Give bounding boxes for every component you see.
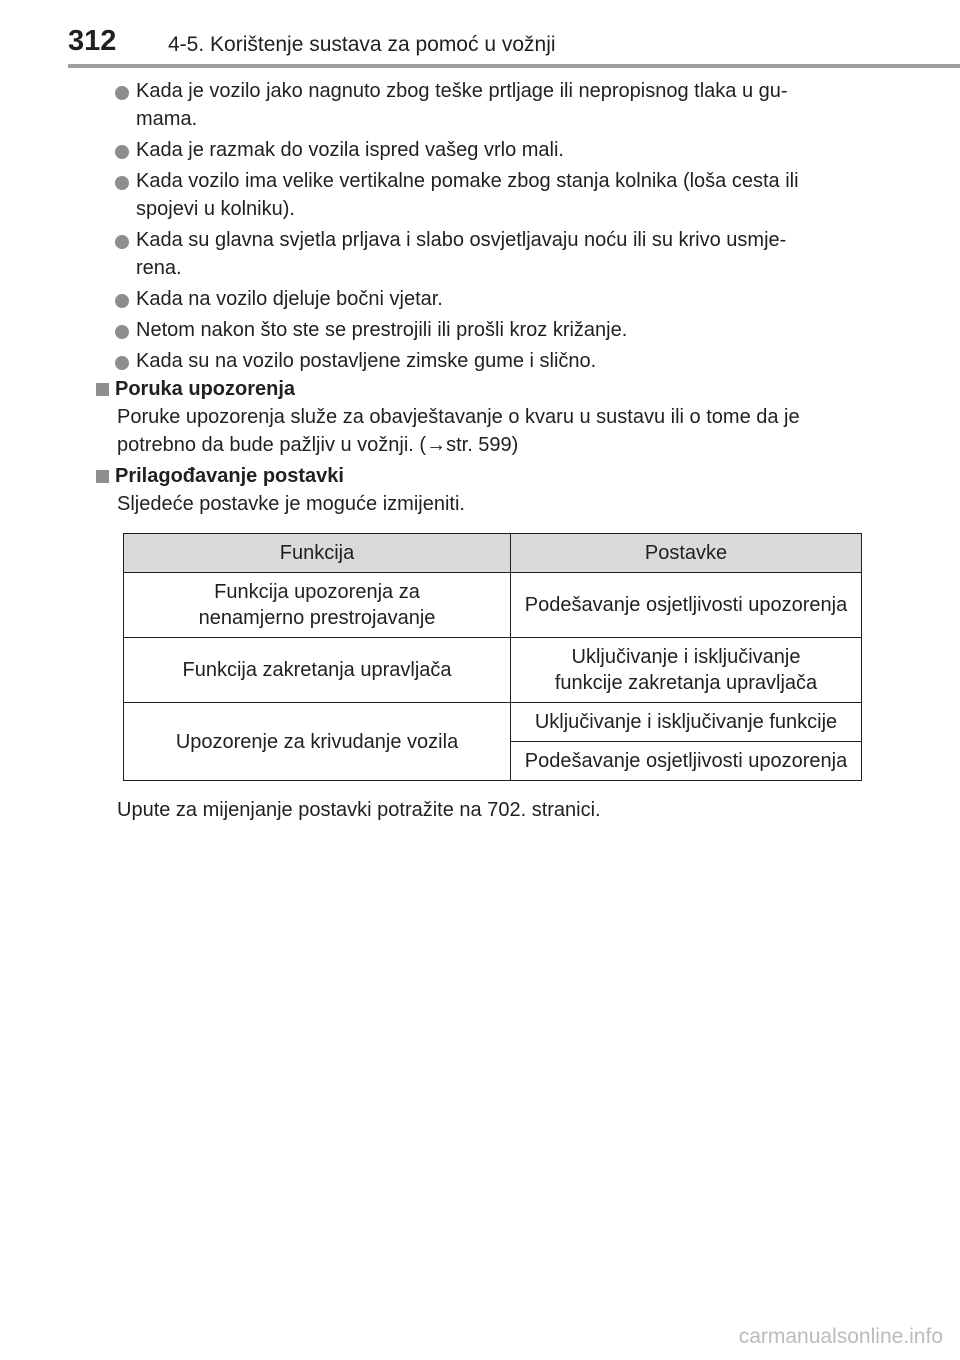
table-row [124, 573, 862, 638]
list-item-text: Kada na vozilo djeluje bočni vjetar. [136, 288, 443, 310]
bullet-icon [115, 176, 129, 190]
warning-message-section [95, 375, 865, 459]
square-bullet-icon [96, 383, 109, 396]
settings-section [95, 462, 865, 518]
list-item [115, 167, 860, 223]
list-item-text: Kada su glavna svjetla prljava i slabo osvjetljavaju noću ili su krivo usmje- rena. [136, 229, 787, 279]
square-bullet-icon [96, 470, 109, 483]
list-item [115, 77, 860, 133]
section-body: Sljedeće postavke je moguće izmijeniti. [117, 493, 465, 515]
table-row [124, 703, 862, 742]
settings-cell: Podešavanje osjetljivosti upozorenja [511, 573, 862, 638]
section-body: Poruke upozorenja služe za obavještavanje o kvaru u sustavu ili o tome da je potrebno da bude pažljiv u vožnji. (→str. 599) [117, 406, 800, 456]
settings-cell: Podešavanje osjetljivosti upozorenja [511, 742, 862, 781]
function-cell: Funkcija zakretanja upravljača [124, 638, 511, 703]
column-header-settings: Postavke [511, 534, 862, 573]
table-header-row [124, 534, 862, 573]
bullet-icon [115, 86, 129, 100]
bullet-icon [115, 325, 129, 339]
table-row [124, 638, 862, 703]
list-item-text: Kada je vozilo jako nagnuto zbog teške prtljage ili nepropisnog tlaka u gu- mama. [136, 80, 788, 130]
settings-cell: Uključivanje i isključivanje funkcije zakretanja upravljača [511, 638, 862, 703]
list-item [115, 226, 860, 282]
page-number: 312 [68, 25, 117, 57]
list-item-text: Kada je razmak do vozila ispred vašeg vrlo mali. [136, 139, 564, 161]
column-header-function: Funkcija [124, 534, 511, 573]
bullet-icon [115, 235, 129, 249]
bullet-icon [115, 294, 129, 308]
watermark: carmanualsonline.info [738, 1325, 943, 1348]
function-cell: Upozorenje za krivudanje vozila [124, 703, 511, 781]
section-heading [95, 462, 865, 490]
list-item-text: Kada su na vozilo postavljene zimske gume i slično. [136, 350, 597, 372]
footer-note: Upute za mijenjanje postavki potražite na 702. stranici. [117, 799, 601, 821]
list-item [115, 316, 860, 344]
section-heading [95, 375, 865, 403]
function-cell: Funkcija upozorenja za nenamjerno prestrojavanje [124, 573, 511, 638]
heading-text: Prilagođavanje postavki [115, 465, 344, 487]
heading-text: Poruka upozorenja [115, 378, 296, 400]
list-item-text: Netom nakon što ste se prestrojili ili prošli kroz križanje. [136, 319, 628, 341]
list-item [115, 347, 860, 375]
page-header [0, 0, 960, 68]
list-item [115, 136, 860, 164]
settings-table [123, 533, 862, 781]
bullet-icon [115, 145, 129, 159]
list-item-text: Kada vozilo ima velike vertikalne pomake zbog stanja kolnika (loša cesta ili spojevi u kolniku). [136, 170, 799, 220]
settings-cell: Uključivanje i isključivanje funkcije [511, 703, 862, 742]
section-title: 4-5. Korištenje sustava za pomoć u vožnji [168, 33, 556, 56]
header-divider [68, 64, 960, 68]
bullet-icon [115, 356, 129, 370]
list-item [115, 285, 860, 313]
condition-list [115, 77, 860, 378]
